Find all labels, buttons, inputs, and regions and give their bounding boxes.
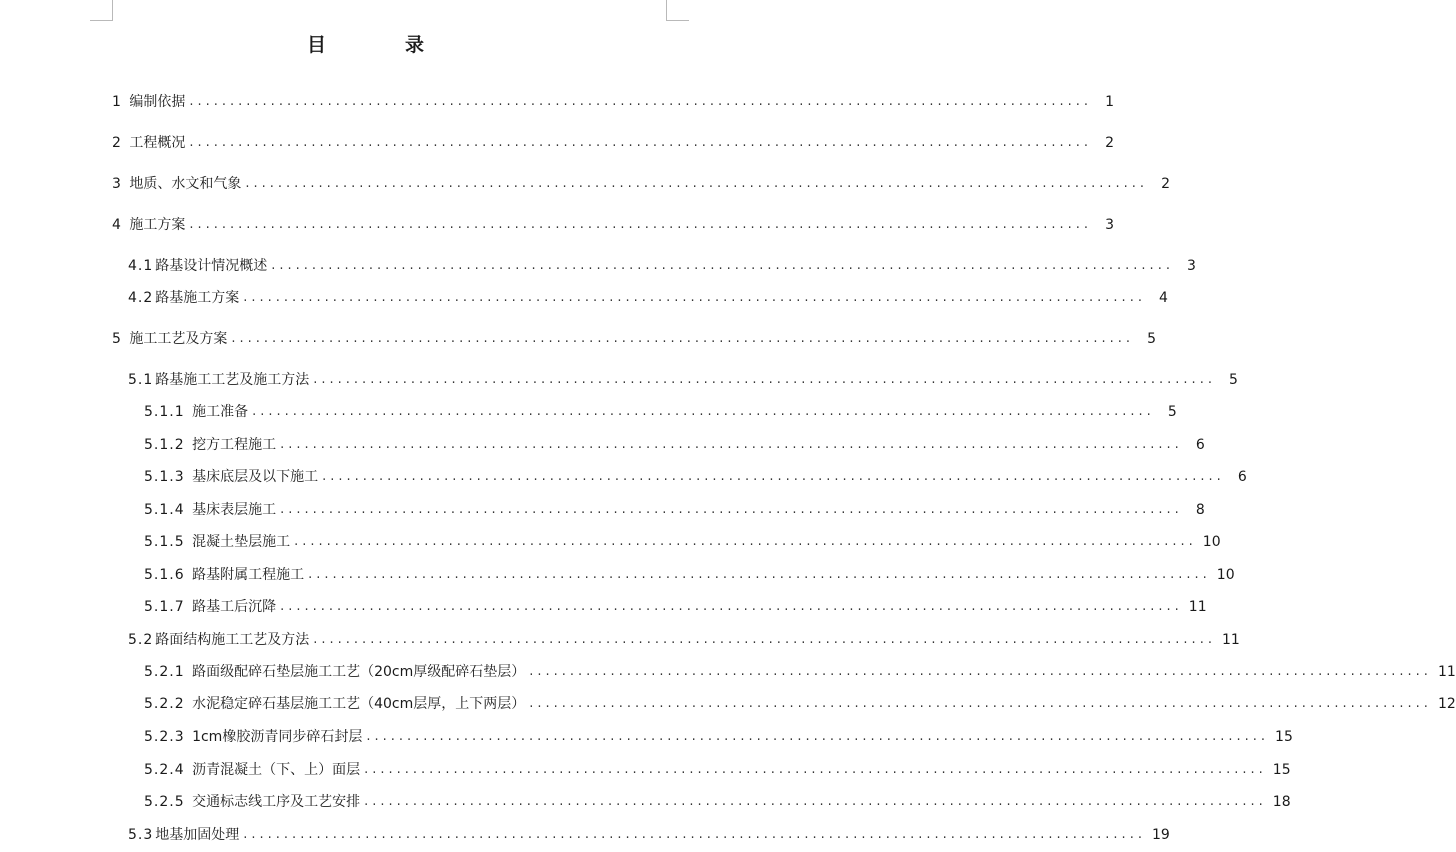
toc-entry[interactable] bbox=[128, 825, 1170, 845]
toc-entry-number: 5.1.7 bbox=[144, 599, 191, 615]
toc-dot-leader: ............................................................................................................... bbox=[280, 599, 1183, 614]
toc-entry-title: 基床表层施工 bbox=[192, 502, 277, 518]
toc-entry[interactable] bbox=[144, 467, 1247, 487]
toc-entry-page: 3 bbox=[1105, 217, 1115, 233]
toc-entry-page: 15 bbox=[1272, 762, 1291, 778]
toc-dot-leader: ............................................................................................................... bbox=[308, 567, 1211, 582]
toc-entry-page: 15 bbox=[1275, 729, 1293, 745]
toc-entry-number: 5.2.3 bbox=[144, 729, 191, 745]
toc-dot-leader: ............................................................................................................... bbox=[189, 94, 1093, 109]
toc-entry-number: 1 bbox=[112, 94, 128, 110]
toc-entry[interactable] bbox=[128, 288, 1168, 308]
toc-entry-number: 5.2.2 bbox=[144, 696, 191, 712]
toc-entry-title: 路基施工工艺及施工方法 bbox=[155, 372, 310, 388]
toc-entry[interactable] bbox=[144, 727, 1293, 747]
toc-entry-title: 交通标志线工序及工艺安排 bbox=[192, 794, 361, 810]
toc-entry-title: 编制依据 bbox=[129, 94, 186, 110]
toc-entry-title: 工程概况 bbox=[129, 135, 186, 151]
toc-entry-number: 5.2.5 bbox=[144, 794, 191, 810]
toc-entry-page: 11 bbox=[1437, 664, 1456, 680]
toc-entry-title: 路面级配碎石垫层施工工艺（20cm厚级配碎石垫层） bbox=[192, 664, 526, 680]
toc-entry-title: 挖方工程施工 bbox=[192, 437, 277, 453]
toc-entry[interactable] bbox=[144, 532, 1221, 552]
toc-entry-number: 5.1.6 bbox=[144, 567, 191, 583]
toc-dot-leader: ............................................................................................................... bbox=[189, 135, 1093, 150]
toc-dot-leader: ............................................................................................................... bbox=[231, 331, 1135, 346]
toc-entry[interactable] bbox=[144, 402, 1177, 422]
toc-dot-leader: ............................................................................................................... bbox=[245, 176, 1149, 191]
toc-dot-leader: ............................................................................................................... bbox=[313, 372, 1216, 387]
toc-entry-page: 5 bbox=[1167, 404, 1177, 420]
toc-entry-title: 路基工后沉降 bbox=[192, 599, 277, 615]
toc-entry[interactable] bbox=[144, 435, 1205, 455]
toc-dot-leader: ............................................................................................................... bbox=[529, 696, 1432, 711]
toc-dot-leader: ............................................................................................................... bbox=[294, 534, 1197, 549]
toc-entry[interactable] bbox=[112, 215, 1115, 235]
toc-dot-leader: ............................................................................................................... bbox=[243, 827, 1146, 842]
toc-entry-number: 2 bbox=[112, 135, 128, 151]
toc-entry-title: 路基附属工程施工 bbox=[192, 567, 305, 583]
toc-entry-page: 6 bbox=[1195, 437, 1205, 453]
toc-entry-title: 施工工艺及方案 bbox=[129, 331, 228, 347]
toc-entry-number: 5.1.4 bbox=[144, 502, 191, 518]
toc-entry[interactable] bbox=[144, 662, 1456, 682]
toc-entry-title: 1cm橡胶沥青同步碎石封层 bbox=[192, 729, 363, 745]
toc-entry[interactable] bbox=[144, 760, 1291, 780]
toc-entry-title: 基床底层及以下施工 bbox=[192, 469, 319, 485]
toc-entry-page: 6 bbox=[1237, 469, 1247, 485]
toc-entry-page: 12 bbox=[1437, 696, 1456, 712]
toc-entry-title: 施工方案 bbox=[129, 217, 186, 233]
toc-dot-leader: ............................................................................................................... bbox=[313, 632, 1216, 647]
toc-title: 目 录 bbox=[306, 34, 454, 56]
toc-entry-page: 19 bbox=[1151, 827, 1170, 843]
toc-entry-number: 4.2 bbox=[128, 290, 154, 306]
toc-dot-leader: ............................................................................................................... bbox=[529, 664, 1432, 679]
toc-dot-leader: ............................................................................................................... bbox=[364, 794, 1267, 809]
toc-entry[interactable] bbox=[144, 565, 1235, 585]
toc-dot-leader: ............................................................................................................... bbox=[280, 502, 1183, 517]
toc-dot-leader: ............................................................................................................... bbox=[243, 290, 1146, 305]
toc-entry-page: 5 bbox=[1229, 372, 1238, 388]
toc-dot-leader: ............................................................................................................... bbox=[364, 762, 1267, 777]
toc-entry[interactable] bbox=[144, 597, 1207, 617]
toc-entry-title: 水泥稳定碎石基层施工工艺（40cm层厚，上下两层） bbox=[192, 696, 526, 712]
toc-entry-number: 3 bbox=[112, 176, 128, 192]
toc-dot-leader: ............................................................................................................... bbox=[322, 469, 1225, 484]
toc-entry-title: 混凝土垫层施工 bbox=[192, 534, 291, 550]
toc-entry-page: 10 bbox=[1216, 567, 1235, 583]
toc-entry-page: 8 bbox=[1195, 502, 1205, 518]
toc-entry-title: 地基加固处理 bbox=[155, 827, 240, 843]
toc-entry-number: 4.1 bbox=[128, 258, 154, 274]
toc-entry-number: 5.3 bbox=[128, 827, 154, 843]
toc-entry-page: 2 bbox=[1105, 135, 1115, 151]
toc-entry[interactable] bbox=[144, 694, 1456, 714]
toc-entry-number: 4 bbox=[112, 217, 128, 233]
toc-entry[interactable] bbox=[128, 256, 1196, 276]
toc-entry[interactable] bbox=[128, 370, 1238, 390]
toc-entry-number: 5.1.1 bbox=[144, 404, 191, 420]
toc-dot-leader: ............................................................................................................... bbox=[366, 729, 1270, 744]
toc-dot-leader: ............................................................................................................... bbox=[189, 217, 1093, 232]
toc-entry-number: 5.1.5 bbox=[144, 534, 191, 550]
toc-entry-title: 沥青混凝土（下、上）面层 bbox=[192, 762, 361, 778]
toc-entry-number: 5.2 bbox=[128, 632, 154, 648]
toc-entry[interactable] bbox=[112, 174, 1171, 194]
toc-entry[interactable] bbox=[112, 133, 1115, 153]
toc-entry-title: 路基施工方案 bbox=[155, 290, 240, 306]
toc-entry-page: 18 bbox=[1272, 794, 1291, 810]
toc-dot-leader: ............................................................................................................... bbox=[271, 258, 1174, 273]
toc-entry-number: 5.1.3 bbox=[144, 469, 191, 485]
toc-entry[interactable] bbox=[128, 630, 1240, 650]
toc-entry-page: 10 bbox=[1202, 534, 1221, 550]
toc-entry-page: 2 bbox=[1161, 176, 1171, 192]
toc-entry-title: 路面结构施工工艺及方法 bbox=[155, 632, 310, 648]
toc-entry-title: 路基设计情况概述 bbox=[155, 258, 268, 274]
toc-entry-page: 11 bbox=[1221, 632, 1240, 648]
toc-entry[interactable] bbox=[112, 329, 1157, 349]
toc-entry-title: 施工准备 bbox=[192, 404, 249, 420]
toc-entry[interactable] bbox=[144, 792, 1291, 812]
toc-entry-page: 3 bbox=[1187, 258, 1196, 274]
toc-dot-leader: ............................................................................................................... bbox=[280, 437, 1183, 452]
toc-entry[interactable] bbox=[112, 92, 1115, 112]
toc-entry-number: 5.1.2 bbox=[144, 437, 191, 453]
toc-entry[interactable] bbox=[144, 500, 1205, 520]
toc-dot-leader: ............................................................................................................... bbox=[252, 404, 1155, 419]
toc-entry-number: 5 bbox=[112, 331, 128, 347]
toc-entry-page: 1 bbox=[1105, 94, 1115, 110]
toc-entry-number: 5.2.4 bbox=[144, 762, 191, 778]
toc-entry-number: 5.1 bbox=[128, 372, 154, 388]
toc-entry-title: 地质、水文和气象 bbox=[129, 176, 242, 192]
toc-entry-page: 11 bbox=[1188, 599, 1207, 615]
toc-entry-page: 5 bbox=[1147, 331, 1157, 347]
toc-entry-number: 5.2.1 bbox=[144, 664, 191, 680]
toc-entry-page: 4 bbox=[1159, 290, 1168, 306]
